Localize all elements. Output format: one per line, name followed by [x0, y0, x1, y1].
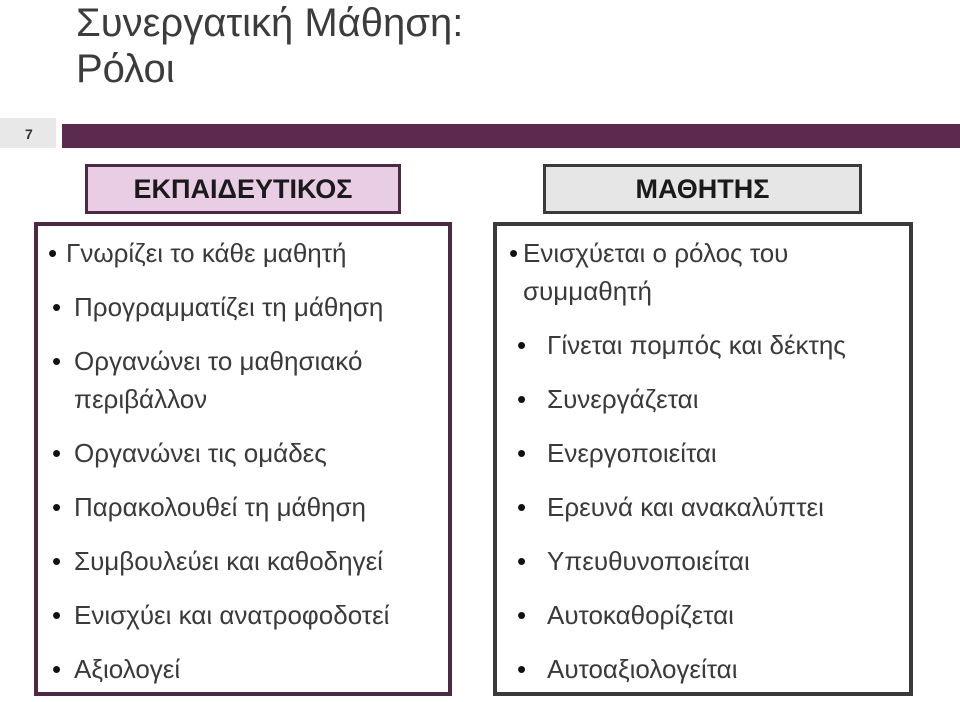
list-item: • Προγραμματίζει τη μάθηση — [48, 288, 448, 326]
bullet-icon: • — [517, 546, 527, 576]
bullet-icon: • — [48, 238, 58, 268]
list-item: • Αυτοκαθορίζεται — [509, 596, 909, 634]
title-line-2: Ρόλοι — [76, 47, 175, 91]
bullet-icon: • — [52, 492, 62, 522]
bullet-icon: • — [52, 654, 62, 684]
list-item: • Συμβουλεύει και καθοδηγεί — [48, 542, 448, 580]
teacher-header: ΕΚΠΑΙΔΕΥΤΙΚΟΣ — [85, 164, 401, 214]
list-item: • Ενισχύεται ο ρόλος του συμμαθητή — [509, 234, 909, 310]
slide-number: 7 — [25, 126, 33, 142]
bullet-icon: • — [517, 438, 527, 468]
list-item: • Οργανώνει τις ομάδες — [48, 434, 448, 472]
list-item: • Ερευνά και ανακαλύπτει — [509, 488, 909, 526]
list-item: • Γνωρίζει το κάθε μαθητή — [48, 234, 448, 272]
list-item: • Ενεργοποιείται — [509, 434, 909, 472]
teacher-list — [48, 234, 448, 688]
bullet-icon: • — [52, 438, 62, 468]
bullet-icon: • — [52, 600, 62, 630]
accent-bar — [62, 124, 960, 148]
bullet-icon: • — [52, 346, 62, 376]
list-item: • Ενισχύει και ανατροφοδοτεί — [48, 596, 448, 634]
list-item: • Υπευθυνοποιείται — [509, 542, 909, 580]
bullet-icon: • — [52, 546, 62, 576]
student-header: ΜΑΘΗΤΗΣ — [543, 164, 862, 214]
bullet-icon: • — [52, 292, 62, 322]
list-item: • Γίνεται πομπός και δέκτης — [509, 326, 909, 364]
page-title — [76, 0, 463, 92]
bullet-icon: • — [509, 238, 519, 268]
student-panel — [493, 222, 913, 696]
teacher-panel — [34, 222, 452, 696]
bullet-icon: • — [517, 492, 527, 522]
list-item: • Συνεργάζεται — [509, 380, 909, 418]
bullet-icon: • — [517, 654, 527, 684]
list-item: • Παρακολουθεί τη μάθηση — [48, 488, 448, 526]
list-item: • Αξιολογεί — [48, 650, 448, 688]
list-item: • Αυτοαξιολογείται — [509, 650, 909, 688]
title-line-1: Συνεργατική Μάθηση: — [76, 1, 464, 45]
bullet-icon: • — [517, 330, 527, 360]
bullet-icon: • — [517, 600, 527, 630]
bullet-icon: • — [517, 384, 527, 414]
list-item: • Οργανώνει το μαθησιακό περιβάλλον — [48, 342, 448, 418]
student-list — [509, 234, 909, 688]
